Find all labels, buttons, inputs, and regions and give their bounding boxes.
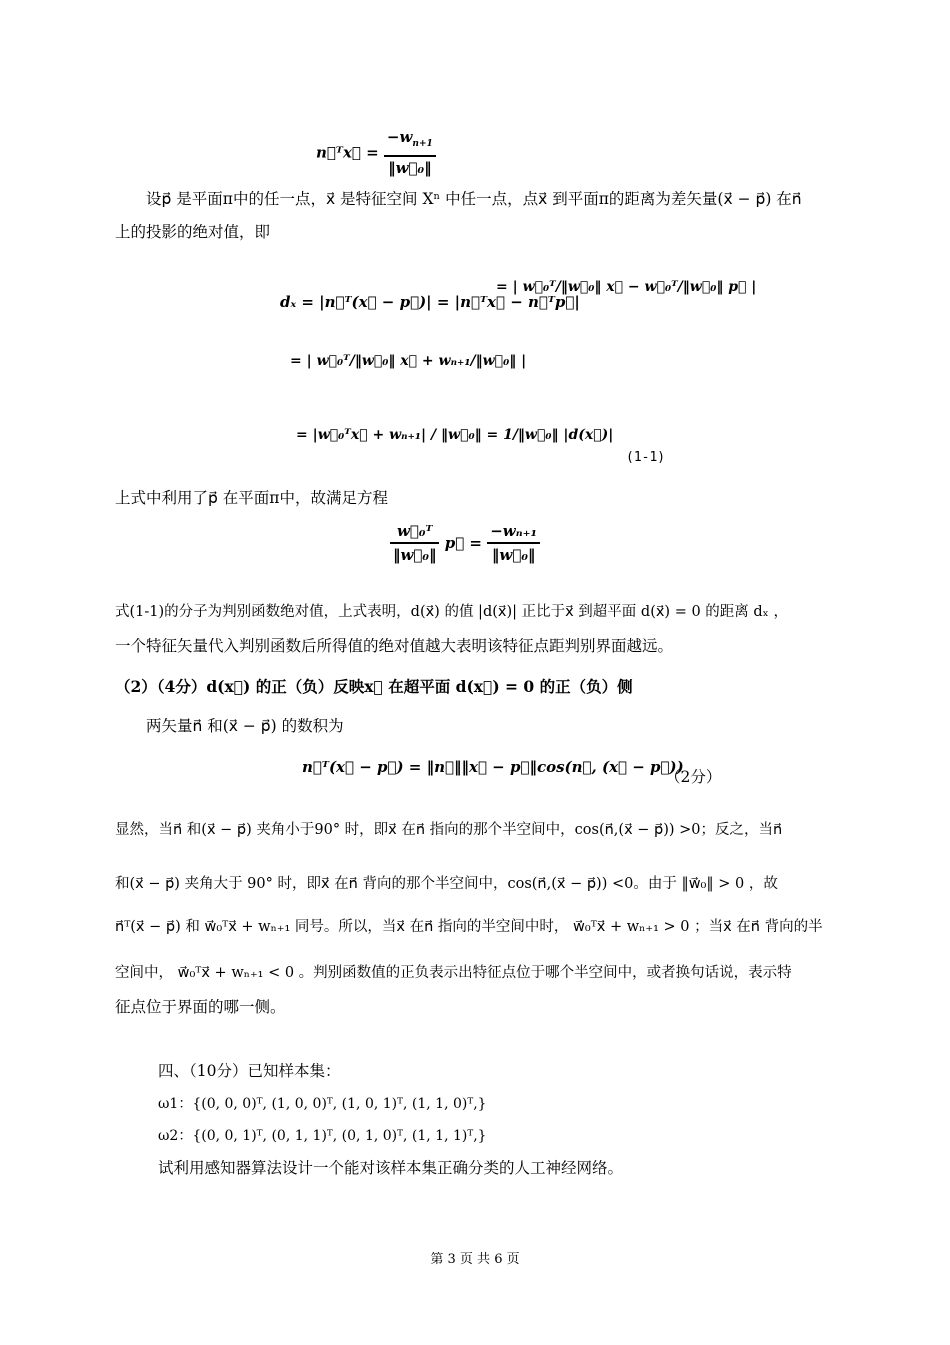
page-footer: 第 3 页 共 6 页: [430, 1252, 520, 1267]
equation-mid-lhs-fraction: [390, 520, 439, 566]
equation-mid-lhs-denominator: ‖w⃗₀‖: [393, 546, 437, 564]
equation-dot-product: n⃗ᵀ(x⃗ − p⃗) = ‖n⃗‖‖x⃗ − p⃗‖cos(n⃗, (x⃗ − p⃗)): [302, 758, 684, 776]
equation-top: [316, 126, 436, 179]
para5-line5: 征点位于界面的哪一侧。: [115, 998, 286, 1016]
equation-row2: = | w⃗₀ᵀ/‖w⃗₀‖ x⃗ + wₙ₊₁/‖w⃗₀‖ |: [290, 353, 527, 369]
section-heading-2: （2）（4分）d(x⃗) 的正（负）反映x⃗ 在超平面 d(x⃗) = 0 的正（负）侧: [115, 677, 633, 696]
para5-line1: 显然，当n⃗ 和(x⃗ − p⃗) 夹角小于90° 时，即x⃗ 在n⃗ 指向的那个半空间中，cos(n⃗,(x⃗ − p⃗)) >0；反之，当n⃗: [115, 822, 783, 838]
equation-row1-right: = | w⃗₀ᵀ/‖w⃗₀‖ x⃗ − w⃗₀ᵀ/‖w⃗₀‖ p⃗ |: [496, 279, 757, 295]
equation-top-subscript: n+1: [412, 139, 433, 149]
para5-line4: 空间中， w⃗₀ᵀx⃗ + wₙ₊₁ < 0 。判别函数值的正负表示出特征点位于哪个半空间中，或者换句话说，表示特: [115, 965, 792, 981]
equation-row1-left: dₓ = |n⃗ᵀ(x⃗ − p⃗)| = |n⃗ᵀx⃗ − n⃗ᵀp⃗|: [280, 293, 580, 311]
para2-line1: 上式中利用了p⃗ 在平面π中，故满足方程: [115, 489, 388, 507]
equation-label-1-1: (1-1): [626, 450, 666, 465]
equation-mid: [390, 520, 540, 566]
equation-top-fraction: [384, 126, 436, 179]
equation-top-denominator: ‖w⃗₀‖: [388, 159, 432, 177]
question4-omega1: ω1：{(0, 0, 0)ᵀ, (1, 0, 0)ᵀ, (1, 0, 1)ᵀ, (1, 1, 0)ᵀ,}: [158, 1096, 487, 1112]
question4-title: 四、（10分）已知样本集：: [158, 1062, 341, 1080]
equation-top-lhs: n⃗ᵀx⃗ =: [316, 143, 379, 162]
para3-line1: 式(1-1)的分子为判别函数绝对值，上式表明，d(x⃗) 的值 |d(x⃗)| 正比于x⃗ 到超平面 d(x⃗) = 0 的距离 dₓ ，: [115, 604, 788, 620]
equation-dot-label: （2分）: [665, 768, 722, 786]
equation-top-numerator: −w: [386, 128, 413, 146]
para3-line2: 一个特征矢量代入判别函数后所得值的绝对值越大表明该特征点距判别界面越远。: [115, 637, 674, 655]
equation-mid-rhs-denominator: ‖w⃗₀‖: [491, 546, 536, 564]
para1-line2: 上的投影的绝对值，即: [115, 223, 271, 241]
equation-row3: = |w⃗₀ᵀx⃗ + wₙ₊₁| / ‖w⃗₀‖ = 1/‖w⃗₀‖ |d(x⃗)|: [296, 427, 614, 443]
para1-line1: 设p⃗ 是平面π中的任一点，x⃗ 是特征空间 Xⁿ 中任一点，点x⃗ 到平面π的距离为差矢量(x⃗ − p⃗) 在n⃗: [146, 190, 802, 208]
para5-line2: 和(x⃗ − p⃗) 夹角大于 90° 时，即x⃗ 在n⃗ 背向的那个半空间中，cos(n⃗,(x⃗ − p⃗)) <0。由于 ‖w⃗₀‖ > 0 ，故: [115, 876, 778, 892]
question4-omega2: ω2：{(0, 0, 1)ᵀ, (0, 1, 1)ᵀ, (0, 1, 0)ᵀ, (1, 1, 1)ᵀ,}: [158, 1128, 487, 1144]
para4-line1: 两矢量n⃗ 和(x⃗ − p⃗) 的数积为: [146, 717, 344, 735]
equation-mid-rhs-fraction: [487, 520, 540, 566]
equation-mid-lhs-numerator: w⃗₀ᵀ: [390, 520, 439, 544]
equation-mid-rhs-numerator: −wₙ₊₁: [487, 520, 540, 544]
equation-mid-p: p⃗ =: [444, 534, 482, 552]
para5-line3: n⃗ᵀ(x⃗ − p⃗) 和 w⃗₀ᵀx⃗ + wₙ₊₁ 同号。所以，当x⃗ 在n⃗ 指向的半空间中时， w⃗₀ᵀx⃗ + wₙ₊₁ > 0 ；当x⃗ 在n⃗ 背向的半: [115, 919, 823, 935]
question4-task: 试利用感知器算法设计一个能对该样本集正确分类的人工神经网络。: [158, 1159, 624, 1177]
